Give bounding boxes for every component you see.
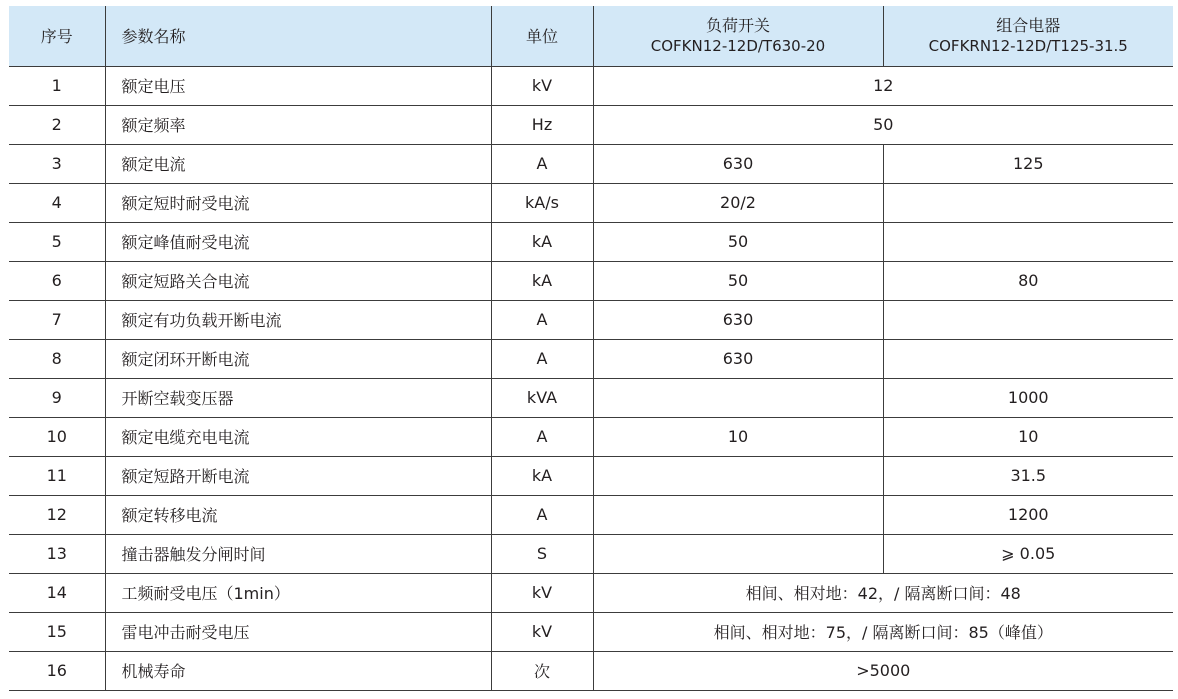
row-shared-value: 相间、相对地：75，/ 隔离断口间：85（峰值） bbox=[593, 612, 1173, 651]
header-load-switch-title: 负荷开关 bbox=[705, 15, 770, 35]
row-unit: A bbox=[491, 300, 593, 339]
row-unit: A bbox=[491, 417, 593, 456]
table-body bbox=[9, 66, 1173, 690]
row-index: 7 bbox=[9, 300, 105, 339]
table-row bbox=[9, 105, 1173, 144]
header-load-switch bbox=[593, 6, 883, 66]
row-index: 9 bbox=[9, 378, 105, 417]
header-load-switch-model: COFKN12-12D/T630-20 bbox=[650, 36, 826, 55]
row-unit: S bbox=[491, 534, 593, 573]
row-shared-value: 50 bbox=[593, 105, 1173, 144]
row-param-name: 开断空载变压器 bbox=[105, 378, 491, 417]
row-combination-value bbox=[883, 222, 1173, 261]
header-index: 序号 bbox=[9, 6, 105, 66]
row-unit: kA bbox=[491, 222, 593, 261]
row-unit: kV bbox=[491, 66, 593, 105]
row-unit: kV bbox=[491, 573, 593, 612]
row-index: 12 bbox=[9, 495, 105, 534]
row-param-name: 工频耐受电压（1min） bbox=[105, 573, 491, 612]
table-row bbox=[9, 183, 1173, 222]
row-index: 8 bbox=[9, 339, 105, 378]
row-param-name: 额定短时耐受电流 bbox=[105, 183, 491, 222]
row-load-switch-value: 10 bbox=[593, 417, 883, 456]
row-index: 3 bbox=[9, 144, 105, 183]
row-shared-value: >5000 bbox=[593, 651, 1173, 690]
table-row bbox=[9, 66, 1173, 105]
row-index: 15 bbox=[9, 612, 105, 651]
row-load-switch-value: 630 bbox=[593, 339, 883, 378]
table-row bbox=[9, 456, 1173, 495]
table-row bbox=[9, 378, 1173, 417]
row-index: 5 bbox=[9, 222, 105, 261]
row-index: 13 bbox=[9, 534, 105, 573]
row-param-name: 机械寿命 bbox=[105, 651, 491, 690]
row-load-switch-value: 50 bbox=[593, 222, 883, 261]
header-combination-model: COFKRN12-12D/T125-31.5 bbox=[928, 36, 1128, 55]
header-unit: 单位 bbox=[491, 6, 593, 66]
row-param-name: 额定有功负载开断电流 bbox=[105, 300, 491, 339]
row-unit: kVA bbox=[491, 378, 593, 417]
table-row bbox=[9, 612, 1173, 651]
row-index: 11 bbox=[9, 456, 105, 495]
row-combination-value: 125 bbox=[883, 144, 1173, 183]
table-header bbox=[9, 6, 1173, 66]
row-combination-value bbox=[883, 300, 1173, 339]
row-combination-value bbox=[883, 339, 1173, 378]
row-param-name: 额定电压 bbox=[105, 66, 491, 105]
row-unit: A bbox=[491, 339, 593, 378]
header-row bbox=[9, 6, 1173, 66]
row-index: 14 bbox=[9, 573, 105, 612]
header-combination bbox=[883, 6, 1173, 66]
table-row bbox=[9, 417, 1173, 456]
row-load-switch-value bbox=[593, 378, 883, 417]
row-param-name: 额定闭环开断电流 bbox=[105, 339, 491, 378]
row-combination-value: 1000 bbox=[883, 378, 1173, 417]
row-combination-value: 1200 bbox=[883, 495, 1173, 534]
row-index: 10 bbox=[9, 417, 105, 456]
row-unit: A bbox=[491, 144, 593, 183]
row-load-switch-value: 50 bbox=[593, 261, 883, 300]
row-index: 1 bbox=[9, 66, 105, 105]
row-combination-value: ⩾ 0.05 bbox=[883, 534, 1173, 573]
row-shared-value: 12 bbox=[593, 66, 1173, 105]
row-unit: kV bbox=[491, 612, 593, 651]
row-param-name: 撞击器触发分闸时间 bbox=[105, 534, 491, 573]
table-row bbox=[9, 339, 1173, 378]
row-combination-value bbox=[883, 183, 1173, 222]
table-row bbox=[9, 300, 1173, 339]
row-param-name: 额定短路关合电流 bbox=[105, 261, 491, 300]
table-row bbox=[9, 651, 1173, 690]
row-unit: Hz bbox=[491, 105, 593, 144]
table-row bbox=[9, 534, 1173, 573]
row-unit: A bbox=[491, 495, 593, 534]
row-param-name: 额定电缆充电电流 bbox=[105, 417, 491, 456]
header-param-name: 参数名称 bbox=[105, 6, 491, 66]
row-param-name: 额定峰值耐受电流 bbox=[105, 222, 491, 261]
row-unit: kA bbox=[491, 261, 593, 300]
table-row bbox=[9, 261, 1173, 300]
row-combination-value: 10 bbox=[883, 417, 1173, 456]
row-unit: kA bbox=[491, 456, 593, 495]
row-load-switch-value bbox=[593, 495, 883, 534]
row-param-name: 额定频率 bbox=[105, 105, 491, 144]
row-shared-value: 相间、相对地：42，/ 隔离断口间：48 bbox=[593, 573, 1173, 612]
table-row bbox=[9, 222, 1173, 261]
row-unit: kA/s bbox=[491, 183, 593, 222]
header-combination-title: 组合电器 bbox=[996, 15, 1061, 35]
row-combination-value: 80 bbox=[883, 261, 1173, 300]
row-load-switch-value: 630 bbox=[593, 144, 883, 183]
table-row bbox=[9, 495, 1173, 534]
table-row bbox=[9, 573, 1173, 612]
row-param-name: 额定电流 bbox=[105, 144, 491, 183]
row-index: 16 bbox=[9, 651, 105, 690]
row-unit: 次 bbox=[491, 651, 593, 690]
row-index: 2 bbox=[9, 105, 105, 144]
row-index: 6 bbox=[9, 261, 105, 300]
row-param-name: 雷电冲击耐受电压 bbox=[105, 612, 491, 651]
row-load-switch-value bbox=[593, 534, 883, 573]
row-combination-value: 31.5 bbox=[883, 456, 1173, 495]
row-load-switch-value: 630 bbox=[593, 300, 883, 339]
row-param-name: 额定转移电流 bbox=[105, 495, 491, 534]
spec-table bbox=[9, 6, 1173, 691]
table-row bbox=[9, 144, 1173, 183]
row-load-switch-value bbox=[593, 456, 883, 495]
row-index: 4 bbox=[9, 183, 105, 222]
row-load-switch-value: 20/2 bbox=[593, 183, 883, 222]
row-param-name: 额定短路开断电流 bbox=[105, 456, 491, 495]
